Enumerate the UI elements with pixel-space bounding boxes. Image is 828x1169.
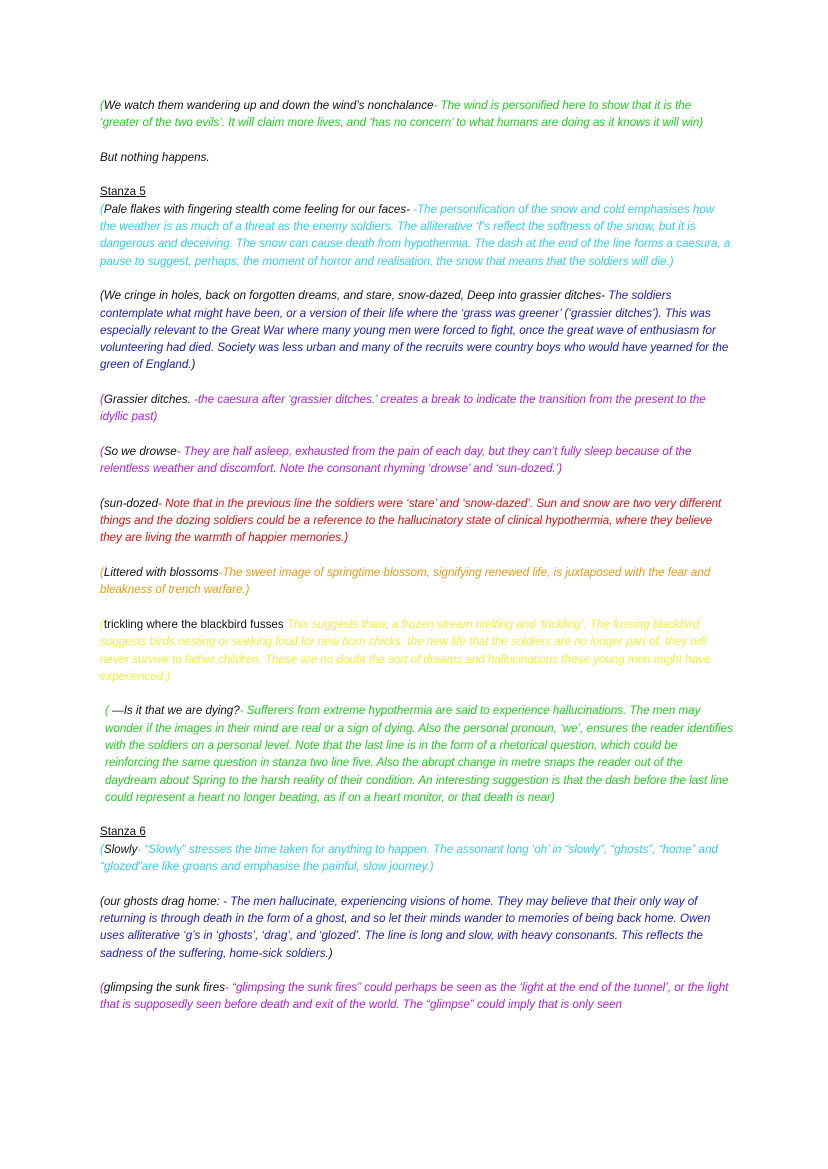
close-paren: ) [328,946,333,960]
poem-quote: trickling where the blackbird fusses [103,617,287,631]
poem-quote: Grassier ditches. [103,393,195,407]
open-paren: ( [100,393,104,407]
poem-quote: Pale flakes with fingering stealth come feeling for our faces- [103,202,414,216]
annotation-ghosts-drag-home [100,893,733,962]
commentary: - They are half asleep, exhausted from the pain of each day, but they can’t fully sleep because of the relentless weather and discomfort. Note the consonant rhyming ‘drowse’ and ‘sun-dozed.’) [100,444,692,476]
annotation-blackbird [100,616,733,685]
annotation-we-drowse [100,443,733,478]
open-paren: ( [100,202,104,216]
annotation-we-cringe [100,287,733,373]
commentary: - The wind is personified here to show that it is the ‘greater of the two evils’. It will claim more lives, and ‘has no concern’ to what humans are doing as it knows it will win) [100,99,704,130]
annotation-are-we-dying [100,702,733,806]
annotation-slowly [100,841,733,876]
commentary: - Note that in the previous line the soldiers were ‘stare’ and ‘snow-dazed’. Sun and snow are two very different things and the dozing soldiers could be a reference to the hallucinatory state of clinical hypothermia, where they believe they are living the warmth of happier memories.) [100,496,722,545]
poem-quote: —Is it that we are dying? [112,704,240,718]
open-paren: ( [100,99,104,112]
close-paren: ) [191,358,196,372]
commentary: The soldiers contemplate what might have been, or a version of their life where the ‘grass was greener’ (‘grassier ditches’). This was especially relevant to the Great War where many young men were forced to fight, once the great wave of enthusiasm for volunteering had died. Society was less urban and many of the recruits were country boys who would have yearned for the green of England. [100,289,729,372]
open-paren: ( [100,289,104,303]
poem-quote: So we drowse [103,444,177,458]
commentary: -The sweet image of springtime blossom, signifying renewed life, is juxtaposed with the fear and bleakness of trench warfare.) [100,566,711,597]
poem-quote: sun-dozed [103,496,159,510]
poem-quote: Slowly [103,842,138,856]
stanza-6-heading: Stanza 6 [100,825,146,839]
commentary: - Sufferers from extreme hypothermia are said to experience hallucinations. The men may wonder if the images in their mind are real or a sign of dying. Also the personal pronoun, ‘we’, ensures the reader identifies with the soldiers on a personal level. Note that the last line is in the form of a rhetorical question, which could be reinforcing the same question in stanza two line five. Also the abrupt change in metre snaps the reader out of the daydream about Spring to the harsh reality of their condition. An interesting suggestion is that the dash before the last line could represent a heart no longer beating, as if on a heart monitor, or that death is near) [105,704,733,804]
poem-quote: We cringe in holes, back on forgotten dreams, and stare, snow-dazed, Deep into grassier ditches- [103,289,609,303]
commentary: This suggests thaw, a frozen stream melting and ‘trickling’. The fussing blackbird suggests birds nesting or seeking food for new born chicks, the new life that the soldiers are no longer part of, they will never survive to father children. These are no doubt the sort of dreams and hallucinations these young men might have experienced.) [100,617,711,683]
commentary: - The men hallucinate, experiencing visions of home. They may believe that their only way of returning is through death in the form of a ghost, and so let their minds wander to memories of being back home. Owen uses alliterative ‘g’s in ‘ghosts’, ‘drag’, and ‘glozed’. The line is long and slow, with heavy consonants. This reflects the sadness of the suffering, home-sick soldiers. [100,894,711,960]
poem-line-nothing-happens: But nothing happens. [100,150,210,164]
annotation-wind [100,97,733,132]
commentary: -The personification of the snow and cold emphasises how the weather is as much of a threat as the enemy soldiers. The alliterative ‘f’s reflect the softness of the snow, but it is dangerous and deceiving. The snow can cause death from hypothermia. The dash at the end of the line forms a caesura, a pause to suggest, perhaps, the moment of horror and realisation, the snow that means that the soldiers will die.) [100,202,731,268]
poem-quote: Littered with blossoms [103,566,219,580]
open-paren: ( [105,704,113,718]
poem-quote: our ghosts drag home: [103,894,224,908]
open-paren: ( [100,842,104,856]
stanza-5-heading: Stanza 5 [100,185,146,199]
annotation-blossoms [100,564,733,599]
commentary: - “Slowly” stresses the time taken for anything to happen. The assonant long ‘oh’ in “slowly”, “ghosts”, “home” and “glozed”are like groans and emphasise the painful, slow journey.) [100,842,719,874]
annotation-pale-flakes [100,201,733,270]
open-paren: ( [100,617,104,631]
open-paren: ( [100,496,104,510]
open-paren: ( [100,444,104,458]
annotation-sunk-fires [100,979,733,1014]
commentary: - “glimpsing the sunk fires” could perhaps be seen as the ‘light at the end of the tunnel’, or the light that is supposedly seen before death and exit of the world. The “glimpse” could imply that is only seen [100,981,729,1012]
poem-quote: We watch them wandering up and down the wind’s nonchalance [103,99,434,112]
open-paren: ( [100,981,104,995]
open-paren: ( [100,894,104,908]
commentary: -the caesura after ‘grassier ditches.’ creates a break to indicate the transition from the present to the idyllic past) [100,393,706,424]
annotation-sun-dozed [100,495,733,547]
open-paren: ( [100,566,104,580]
poem-quote: glimpsing the sunk fires [103,981,226,995]
annotation-grassier-ditches [100,391,733,426]
